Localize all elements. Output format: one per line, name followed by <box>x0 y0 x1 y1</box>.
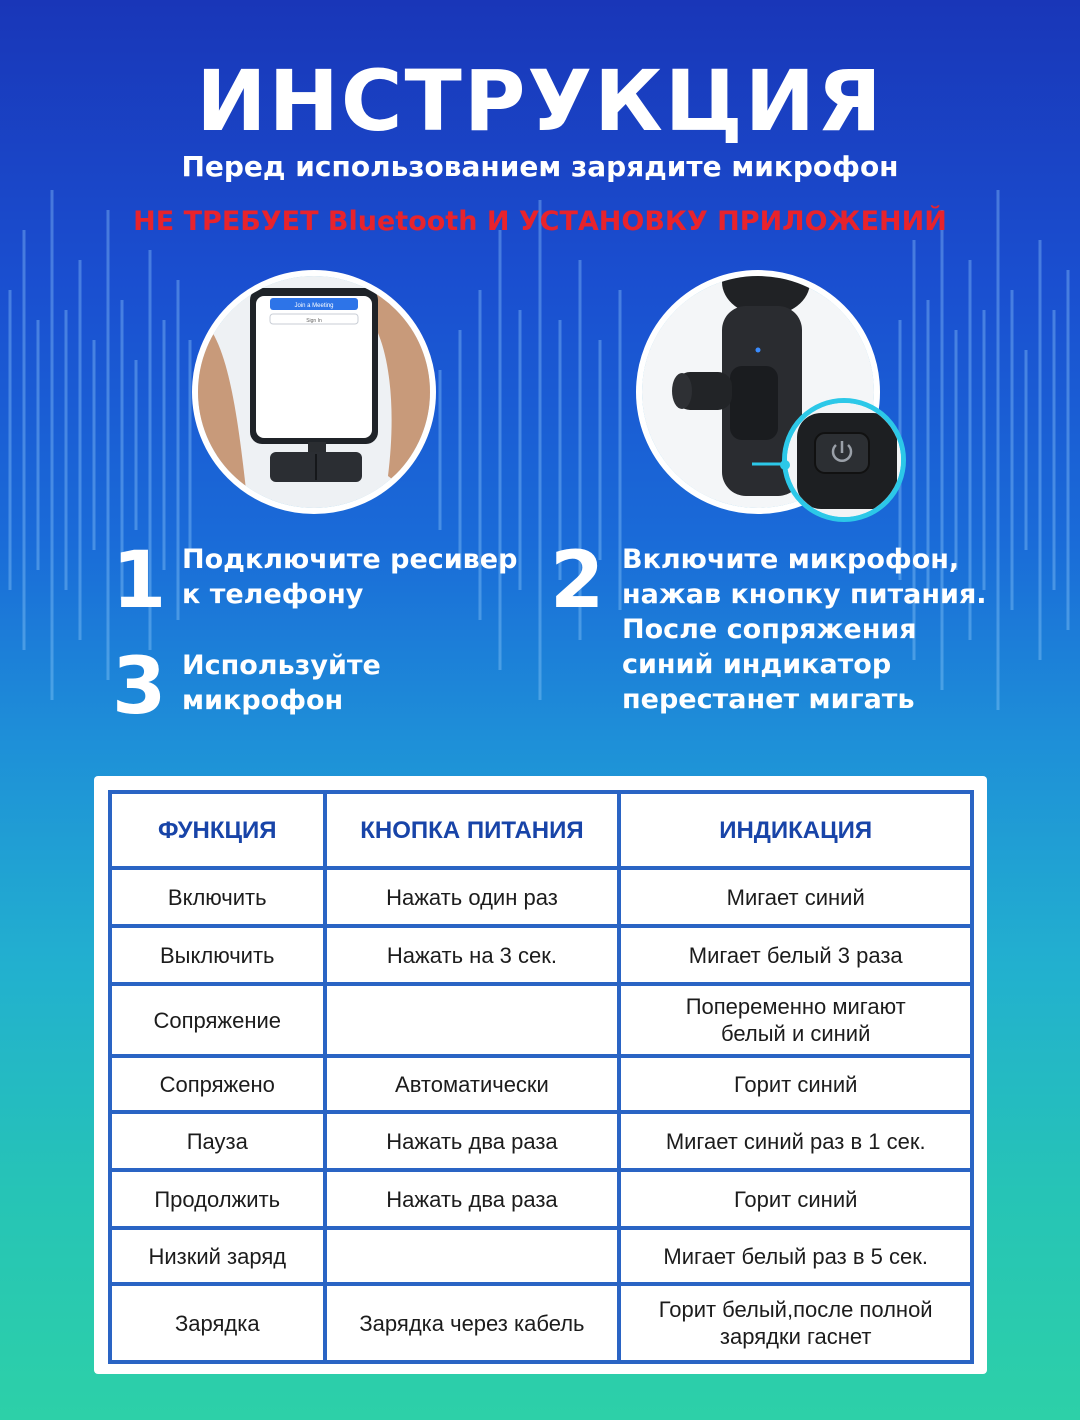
step-3-line2: микрофон <box>182 685 344 716</box>
table-header-row <box>110 792 972 868</box>
step-1-number: 1 <box>112 536 167 626</box>
cell-button <box>325 984 620 1056</box>
cell-button: Автоматически <box>325 1056 620 1112</box>
step-1-line1: Подключите ресивер <box>182 544 518 575</box>
phone-receiver-photo <box>192 270 436 514</box>
step-3-number: 3 <box>112 642 167 732</box>
header-indication: ИНДИКАЦИЯ <box>619 792 972 868</box>
table-row <box>110 868 972 926</box>
cell-button: Нажать два раза <box>325 1170 620 1228</box>
table-row <box>110 1056 972 1112</box>
cell-button: Нажать один раз <box>325 868 620 926</box>
cell-function: Пауза <box>110 1112 325 1170</box>
step-3-text <box>182 648 381 718</box>
step-1-text <box>182 542 517 612</box>
cell-indication-line2: белый и синий <box>721 1021 871 1046</box>
step-2-line2: нажав кнопку питания. <box>622 579 987 610</box>
step-2-line1: Включите микрофон, <box>622 544 960 575</box>
table-row <box>110 1284 972 1362</box>
cell-function: Сопряжено <box>110 1056 325 1112</box>
phone-receiver-illustration <box>198 276 430 508</box>
cell-function: Включить <box>110 868 325 926</box>
cell-indication: Мигает синий раз в 1 сек. <box>619 1112 972 1170</box>
step-2-text <box>622 542 987 717</box>
cell-indication-line1: Попеременно мигают <box>685 994 906 1019</box>
cell-indication: Мигает белый 3 раза <box>619 926 972 984</box>
table-row <box>110 1112 972 1170</box>
cell-function: Продолжить <box>110 1170 325 1228</box>
cell-indication: Мигает белый раз в 5 сек. <box>619 1228 972 1284</box>
cell-indication: Горит синий <box>619 1170 972 1228</box>
step-2-line5: перестанет мигать <box>622 684 915 715</box>
step-2-line4: синий индикатор <box>622 649 892 680</box>
header-power-button: КНОПКА ПИТАНИЯ <box>325 792 620 868</box>
cell-indication-line1: Горит белый,после полной <box>658 1297 933 1322</box>
cell-button <box>325 1228 620 1284</box>
cell-button: Зарядка через кабель <box>325 1284 620 1362</box>
inset-connector-line <box>752 462 786 466</box>
phone-screen-button-text: Join a Meeting <box>294 303 334 309</box>
function-table <box>108 790 974 1364</box>
cell-function: Зарядка <box>110 1284 325 1362</box>
cell-indication <box>619 984 972 1056</box>
subtitle: Перед использованием зарядите микрофон <box>181 150 899 183</box>
warning-banner: НЕ ТРЕБУЕТ Bluetooth И УСТАНОВКУ ПРИЛОЖЕНИЙ <box>133 206 947 237</box>
page-title: ИНСТРУКЦИЯ <box>196 52 884 150</box>
cell-button: Нажать два раза <box>325 1112 620 1170</box>
table-row <box>110 926 972 984</box>
cell-indication-line2: зарядки гаснет <box>719 1324 872 1349</box>
power-button-closeup <box>782 398 906 522</box>
step-3-line1: Используйте <box>182 650 381 681</box>
cell-function: Низкий заряд <box>110 1228 325 1284</box>
cell-button: Нажать на 3 сек. <box>325 926 620 984</box>
header-function: ФУНКЦИЯ <box>110 792 325 868</box>
phone-screen-link-text: Sign In <box>306 318 322 324</box>
step-1-line2: к телефону <box>182 579 364 610</box>
step-2-line3: После сопряжения <box>622 614 917 645</box>
cell-indication <box>619 1284 972 1362</box>
table-row <box>110 1170 972 1228</box>
cell-indication: Горит синий <box>619 1056 972 1112</box>
table-row <box>110 984 972 1056</box>
cell-indication: Мигает синий <box>619 868 972 926</box>
step-2-number: 2 <box>550 536 605 626</box>
table-row <box>110 1228 972 1284</box>
cell-function: Выключить <box>110 926 325 984</box>
cell-function: Сопряжение <box>110 984 325 1056</box>
